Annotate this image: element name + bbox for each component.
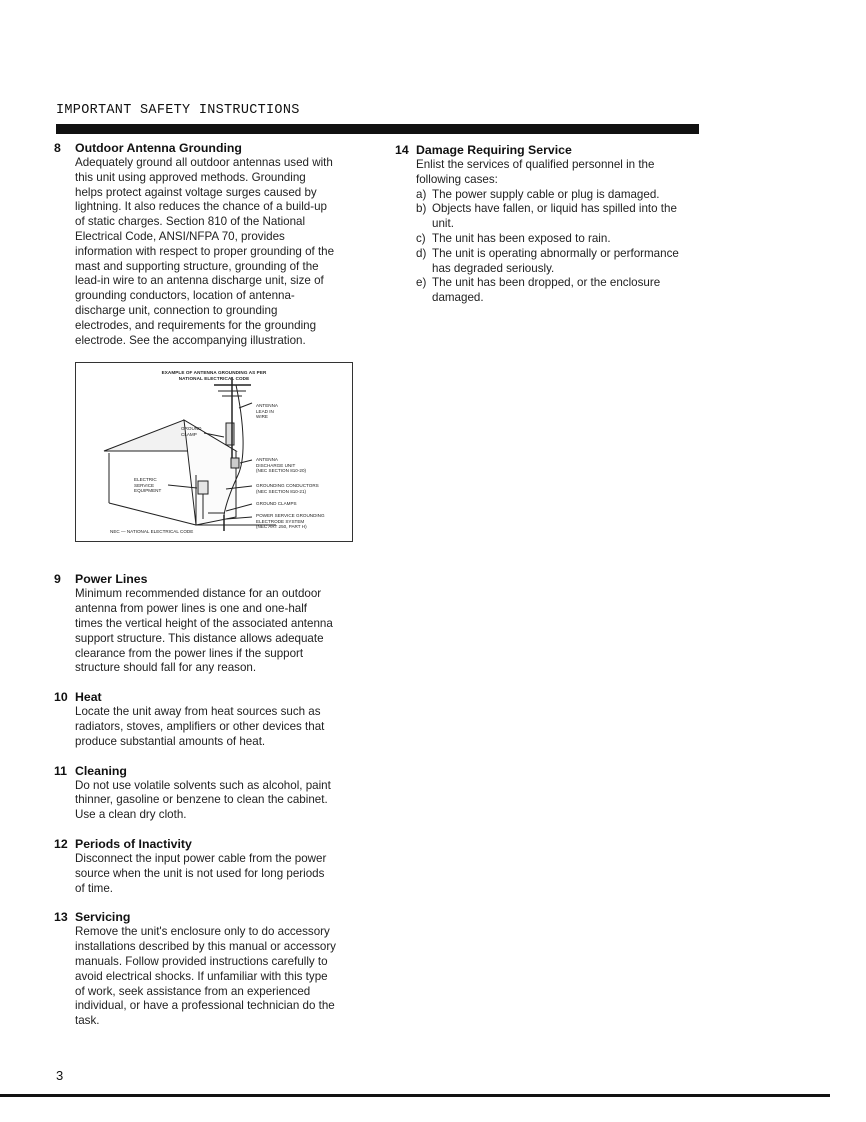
section-body bbox=[75, 779, 364, 823]
body-line: Adequately ground all outdoor antennas used with bbox=[75, 156, 333, 169]
body-line: Do not use volatile solvents such as alcohol, paint bbox=[75, 778, 331, 792]
body-line: this unit using approved methods. Grounding bbox=[75, 170, 306, 184]
section-12 bbox=[54, 837, 364, 896]
page-number: 3 bbox=[56, 1068, 64, 1083]
section-title: Servicing bbox=[75, 910, 131, 925]
body-line: structure should fall for any reason. bbox=[75, 661, 257, 675]
body-line: Disconnect the input power cable from the power bbox=[75, 851, 327, 865]
body-line: individual, or have a professional technician do the bbox=[75, 999, 335, 1013]
figure-caption: EXAMPLE OF ANTENNA GROUNDING AS PER NATIONAL ELECTRICAL CODE bbox=[161, 370, 267, 381]
section-13 bbox=[54, 910, 364, 1029]
section-body bbox=[75, 587, 364, 676]
section-title: Damage Requiring Service bbox=[416, 143, 572, 157]
body-line: lead-in wire to an antenna discharge unit, size of bbox=[75, 274, 324, 288]
body-line: of work, seek assistance from an experienced bbox=[75, 984, 311, 998]
section-body bbox=[75, 156, 364, 348]
section-number: 8 bbox=[54, 141, 61, 155]
body-line: Enlist the services of qualified personnel in the bbox=[416, 158, 655, 171]
body-line: antenna from power lines is one and one-half bbox=[75, 602, 308, 616]
list-item: e) The unit has been dropped, or the enclosure damaged. bbox=[416, 276, 661, 305]
body-line: manuals. Follow provided instructions carefully to bbox=[75, 954, 328, 968]
body-line: Locate the unit away from heat sources such as bbox=[75, 705, 321, 719]
section-body bbox=[75, 852, 364, 896]
chimney bbox=[226, 423, 234, 445]
body-line: clearance from the power lines if the support bbox=[75, 646, 304, 660]
body-line: information with respect to proper grounding of the bbox=[75, 244, 335, 258]
discharge-unit bbox=[231, 458, 239, 468]
section-number: 13 bbox=[54, 910, 68, 925]
section-14 bbox=[395, 143, 705, 306]
body-line: discharge unit, connection to grounding bbox=[75, 303, 278, 317]
body-line: following cases: bbox=[416, 172, 498, 186]
list-item: c) The unit has been exposed to rain. bbox=[416, 231, 611, 245]
section-9 bbox=[54, 572, 364, 676]
section-number: 14 bbox=[395, 143, 409, 157]
body-line: grounding conductors, location of antenna- bbox=[75, 289, 295, 303]
body-line: thinner, gasoline or benzene to clean the cabinet. bbox=[75, 793, 328, 807]
section-title: Heat bbox=[75, 690, 102, 705]
body-line: produce substantial amounts of heat. bbox=[75, 734, 266, 748]
label-discharge-unit: ANTENNA DISCHARGE UNIT (NEC SECTION 810-20) bbox=[256, 457, 307, 473]
label-power-service: POWER SERVICE GROUNDING ELECTRODE SYSTEM (NEC ART 250, PART H) bbox=[256, 513, 325, 529]
section-body bbox=[75, 705, 364, 749]
body-line: Electrical Code, ANSI/NFPA 70, provides bbox=[75, 229, 285, 243]
list-marker: c) bbox=[416, 231, 426, 245]
body-line: of time. bbox=[75, 881, 114, 895]
antenna-grounding-illustration bbox=[75, 362, 353, 542]
section-10 bbox=[54, 690, 364, 749]
body-line: of static charges. Section 810 of the National bbox=[75, 215, 306, 229]
body-line: helps protect against voltage surges caused by bbox=[75, 185, 317, 199]
label-ground-clamps: GROUND CLAMPS bbox=[256, 501, 297, 507]
body-line: mast and supporting structure, grounding of the bbox=[75, 259, 319, 273]
body-line: support structure. This distance allows adequate bbox=[75, 631, 324, 645]
header-rule bbox=[56, 124, 699, 134]
label-antenna-lead-in: ANTENNA LEAD IN WIRE bbox=[256, 403, 278, 419]
footer-rule bbox=[0, 1094, 830, 1097]
body-line: task. bbox=[75, 1014, 100, 1028]
body-line: source when the unit is not used for long periods bbox=[75, 866, 325, 880]
section-number: 12 bbox=[54, 836, 68, 851]
list-marker: d) bbox=[416, 246, 427, 260]
body-line: times the vertical height of the associated antenna bbox=[75, 616, 333, 630]
label-electric-service: ELECTRIC SERVICE EQUIPMENT bbox=[134, 477, 162, 493]
body-line: electrodes, and requirements for the grounding bbox=[75, 318, 317, 332]
body-line: lightning. It also reduces the chance of a build-up bbox=[75, 200, 328, 214]
section-11 bbox=[54, 764, 364, 823]
section-title: Periods of Inactivity bbox=[75, 836, 192, 851]
body-line: Minimum recommended distance for an outdoor bbox=[75, 587, 322, 601]
page-header: IMPORTANT SAFETY INSTRUCTIONS bbox=[56, 103, 300, 118]
right-column bbox=[395, 143, 705, 320]
body-line: Remove the unit's enclosure only to do accessory bbox=[75, 925, 330, 939]
body-line: radiators, stoves, amplifiers or other devices that bbox=[75, 719, 325, 733]
list-marker: a) bbox=[416, 187, 427, 201]
section-number: 9 bbox=[54, 572, 61, 587]
label-grounding-conductors: GROUNDING CONDUCTORS (NEC SECTION 810-21) bbox=[256, 483, 319, 494]
body-line: installations described by this manual or accessory bbox=[75, 940, 336, 954]
service-equipment-box bbox=[198, 481, 208, 494]
body-line: avoid electrical shocks. If unfamiliar with this type bbox=[75, 969, 328, 983]
section-body bbox=[416, 158, 705, 306]
list-marker: e) bbox=[416, 276, 427, 290]
list-item: d) The unit is operating abnormally or performance has degraded seriously. bbox=[416, 246, 679, 275]
section-number: 11 bbox=[54, 763, 67, 778]
section-number: 10 bbox=[54, 690, 68, 705]
section-title: Outdoor Antenna Grounding bbox=[75, 141, 242, 155]
body-line: Use a clean dry cloth. bbox=[75, 808, 187, 822]
section-title: Power Lines bbox=[75, 572, 148, 587]
body-line: electrode. See the accompanying illustration. bbox=[75, 333, 306, 347]
section-8 bbox=[54, 141, 364, 348]
left-column bbox=[54, 141, 364, 1043]
section-title: Cleaning bbox=[75, 763, 127, 778]
list-item: b) Objects have fallen, or liquid has spilled into the unit. bbox=[416, 202, 677, 231]
label-ground-clamp: GROUND CLAMP bbox=[181, 426, 202, 437]
label-nec-note: NEC — NATIONAL ELECTRICAL CODE bbox=[110, 529, 194, 535]
list-item: a) The power supply cable or plug is damaged. bbox=[416, 187, 660, 201]
list-marker: b) bbox=[416, 202, 427, 216]
section-body bbox=[75, 925, 364, 1029]
